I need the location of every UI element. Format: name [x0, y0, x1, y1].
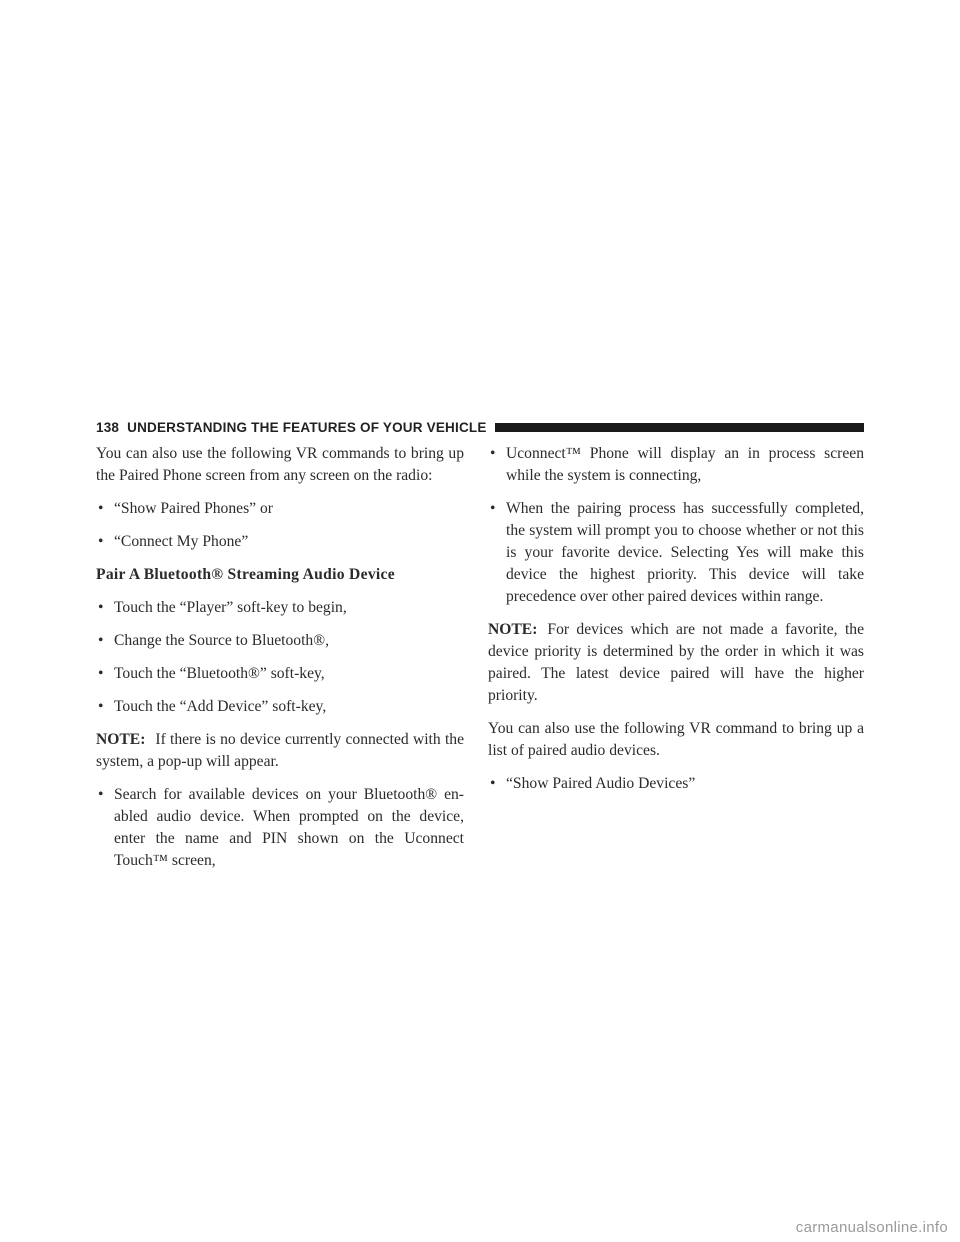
intro-paragraph: You can also use the following VR commands to bring up the Paired Phone screen from any screen on the radio:	[96, 445, 464, 484]
list-item	[96, 630, 464, 652]
list-item	[96, 498, 464, 520]
note-paragraph	[96, 729, 464, 773]
list-item	[96, 663, 464, 685]
list-item	[96, 784, 464, 872]
bullet-icon: •	[98, 786, 104, 803]
watermark: carmanualsonline.info	[795, 1219, 948, 1236]
header-rule	[495, 423, 864, 432]
bullet-icon: •	[98, 698, 104, 715]
list-item	[488, 498, 864, 608]
note-label: NOTE:	[488, 621, 538, 638]
bullet-icon: •	[98, 500, 104, 517]
subheading: Pair A Bluetooth® Streaming Audio Device	[96, 566, 395, 583]
step-text: Change the Source to Bluetooth®,	[114, 632, 329, 649]
list-item	[488, 773, 864, 795]
bullet-icon: •	[490, 500, 496, 517]
section-title: UNDERSTANDING THE FEATURES OF YOUR VEHICLE	[127, 419, 487, 435]
list-item	[96, 696, 464, 718]
step-text: Touch the “Player” soft-key to begin,	[114, 599, 347, 616]
right-column	[488, 443, 864, 806]
outro-paragraph: You can also use the following VR command to bring up a list of paired audio devices.	[488, 720, 864, 759]
page-header	[96, 416, 864, 438]
step-text: When the pairing process has successfully completed, the system will prompt you to choose whether or not this is your favorite device. Selecting Yes will make this device the highest priority. This device will take precedence over other paired devices within range.	[506, 500, 864, 605]
list-item	[96, 597, 464, 619]
step-text: Touch the “Bluetooth®” soft-key,	[114, 665, 325, 682]
note-label: NOTE:	[96, 731, 146, 748]
note-text: If there is no device currently connected with the system, a pop-up will appear.	[96, 731, 464, 770]
vr-command: “Connect My Phone”	[114, 533, 249, 550]
left-column	[96, 443, 464, 883]
step-text: Search for available devices on your Bluetooth® en-abled audio device. When prompted on the device, enter the name and PIN shown on the Uconnect Touch™ screen,	[114, 786, 464, 869]
list-item	[96, 531, 464, 553]
list-item	[488, 443, 864, 487]
vr-command: “Show Paired Audio Devices”	[506, 775, 696, 792]
bullet-icon: •	[98, 599, 104, 616]
bullet-icon: •	[490, 775, 496, 792]
bullet-icon: •	[490, 445, 496, 462]
bullet-icon: •	[98, 632, 104, 649]
note-text: For devices which are not made a favorite, the device priority is determined by the order in which it was paired. The latest device paired will have the higher priority.	[488, 621, 864, 704]
bullet-icon: •	[98, 533, 104, 550]
note-paragraph	[488, 619, 864, 707]
vr-command: “Show Paired Phones” or	[114, 500, 273, 517]
bullet-icon: •	[98, 665, 104, 682]
page-number: 138	[96, 419, 120, 435]
step-text: Touch the “Add Device” soft-key,	[114, 698, 327, 715]
step-text: Uconnect™ Phone will display an in process screen while the system is connecting,	[506, 445, 864, 484]
